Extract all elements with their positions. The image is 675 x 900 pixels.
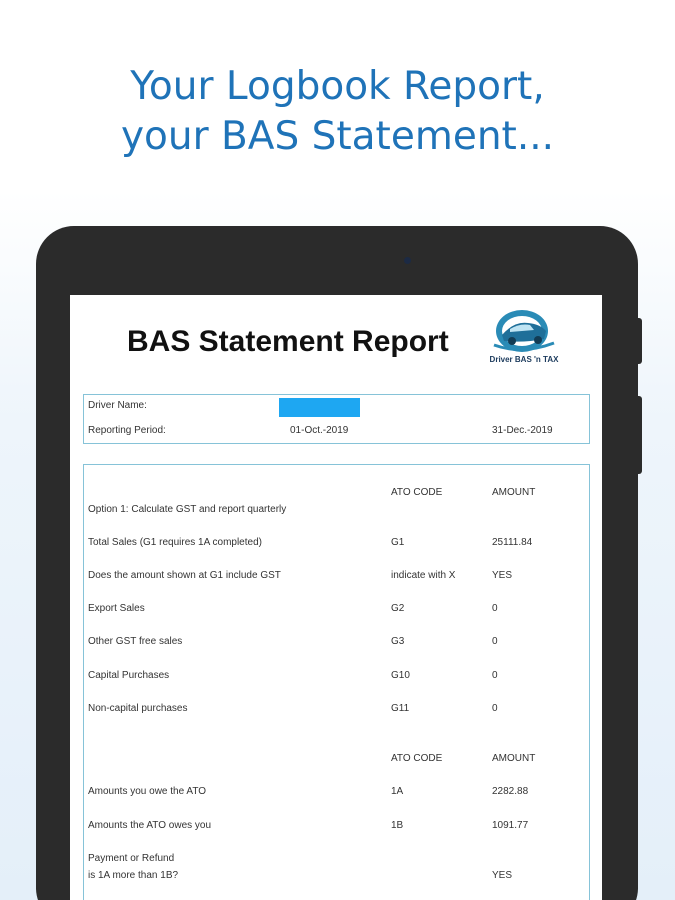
row-label: Amounts the ATO owes you: [88, 820, 212, 831]
amount-header: AMOUNT: [492, 487, 536, 498]
reporting-period-label: Reporting Period:: [88, 425, 166, 436]
driver-name-label: Driver Name:: [88, 400, 147, 411]
row-label: Non-capital purchases: [88, 703, 188, 714]
row-label: Other GST free sales: [88, 636, 183, 647]
row-label: Capital Purchases: [88, 670, 170, 681]
car-logo-icon: [484, 307, 564, 357]
row-amount: YES: [492, 570, 513, 581]
tablet-side-button-top: [636, 318, 642, 364]
payment-label-line-2: is 1A more than 1B?: [88, 870, 179, 881]
tablet-side-button-bottom: [636, 396, 642, 474]
promo-headline: [0, 62, 675, 162]
period-start: 01-Oct.-2019: [290, 425, 349, 436]
row-code: G3: [391, 636, 405, 647]
row-code: G2: [391, 603, 405, 614]
driver-bas-logo: [484, 307, 564, 369]
row-amount: 0: [492, 703, 498, 714]
row-amount: 0: [492, 636, 498, 647]
row-code: indicate with X: [391, 570, 456, 581]
row-code: G10: [391, 670, 410, 681]
camera-icon: [404, 257, 411, 264]
report-document: [70, 295, 602, 900]
payment-value: YES: [492, 870, 513, 881]
row-code: G11: [391, 703, 410, 714]
bas-table-box: [83, 464, 590, 900]
row-amount: 0: [492, 670, 498, 681]
amount-header-2: AMOUNT: [492, 753, 536, 764]
row-label: Amounts you owe the ATO: [88, 786, 207, 797]
ato-code-header: ATO CODE: [391, 487, 443, 498]
row-amount: 25111.84: [492, 537, 533, 548]
row-code: 1B: [391, 820, 404, 831]
row-label: Total Sales (G1 requires 1A completed): [88, 537, 262, 548]
row-code: G1: [391, 537, 405, 548]
row-code: 1A: [391, 786, 404, 797]
report-title: BAS Statement Report: [127, 325, 449, 358]
payment-label-line-1: Payment or Refund: [88, 853, 175, 864]
row-label: Does the amount shown at G1 include GST: [88, 570, 281, 581]
logo-text: Driver BAS 'n TAX: [489, 355, 559, 364]
row-label: Export Sales: [88, 603, 145, 614]
period-end: 31-Dec.-2019: [492, 425, 553, 436]
redacted-driver-name: [279, 398, 360, 417]
headline-line-1: Your Logbook Report,: [130, 64, 545, 109]
ato-code-header-2: ATO CODE: [391, 753, 443, 764]
row-amount: 0: [492, 603, 498, 614]
row-amount: 2282.88: [492, 786, 529, 797]
option-label: Option 1: Calculate GST and report quarterly: [88, 504, 287, 515]
row-amount: 1091.77: [492, 820, 529, 831]
headline-line-2: your BAS Statement...: [120, 114, 555, 159]
